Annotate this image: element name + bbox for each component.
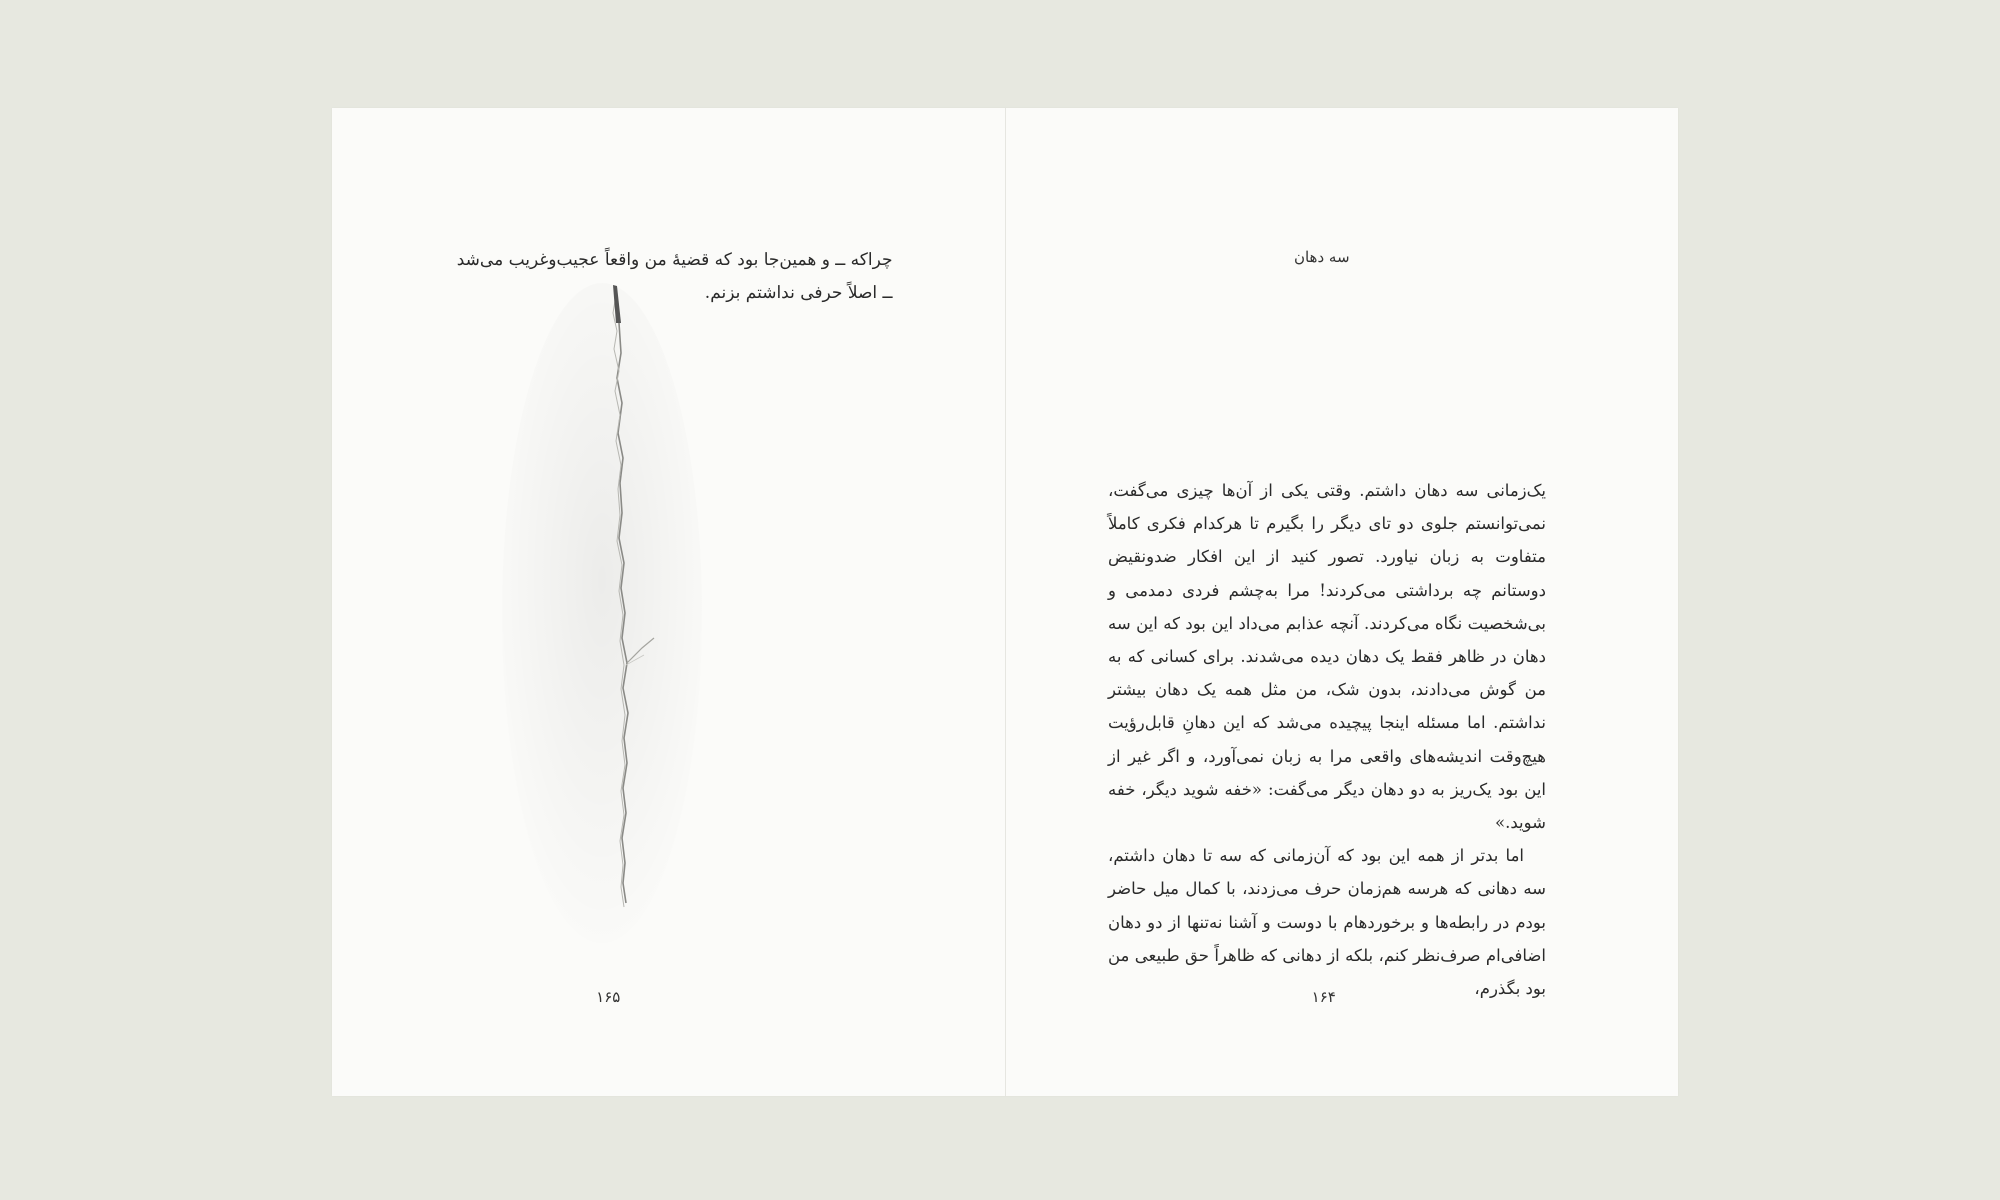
right-page [1006,108,1679,1096]
left-page [332,108,1006,1096]
left-page-text: چراکه ــ و همین‌جا بود که قضیهٔ من واقعاً عجیب‌وغریب می‌شد ــ اصلاً حرفی نداشتم بزنم. [456,250,893,303]
body-text [1108,474,1546,1005]
page-number-right: ۱۶۴ [1311,988,1336,1006]
running-head-title: سه دهان [1293,248,1350,266]
paragraph-2: اما بدتر از همه این بود که آن‌زمانی که سه تا دهان داشتم، سه دهانی که هرسه هم‌زمان حرف می‌زدند، با کمال میل حاضر بودم در رابطه‌ها و برخوردهام با دوست و آشنا نه‌تنها از دو دهان اضافی‌ام صرف‌نظر کنم، بلکه از دهانی که ظاهراً حق طبیعی من بود بگذرم، [1108,846,1546,999]
torn-paper-illustration [482,283,702,983]
book-spread [332,108,1678,1096]
paragraph-1: یک‌زمانی سه دهان داشتم. وقتی یکی از آن‌ها چیزی می‌گفت، نمی‌توانستم جلوی دو تای دیگر را بگیرم تا هرکدام فکری کاملاً متفاوت به زبان نیاورد. تصور کنید از این افکار ضدونقیض دوستانم چه برداشتی می‌کردند! مرا به‌چشم فردی دمدمی و بی‌شخصیت نگاه می‌کردند. آنچه عذابم می‌داد این بود که این سه دهان در ظاهر فقط یک دهان دیده می‌شدند. برای کسانی که به من گوش می‌دادند، بدون شک، من مثل همه یک دهان بیشتر نداشتم. اما مسئله اینجا پیچیده می‌شد که این دهانِ قابل‌رؤیت هیچ‌وقت اندیشه‌های واقعی مرا به زبان نمی‌آورد، و اگر غیر از این بود یک‌ریز به دو دهان دیگر می‌گفت: «خفه شوید دیگر، خفه شوید.» [1108,481,1546,833]
page-number-left: ۱۶۵ [596,988,621,1006]
running-head [1006,248,1679,266]
